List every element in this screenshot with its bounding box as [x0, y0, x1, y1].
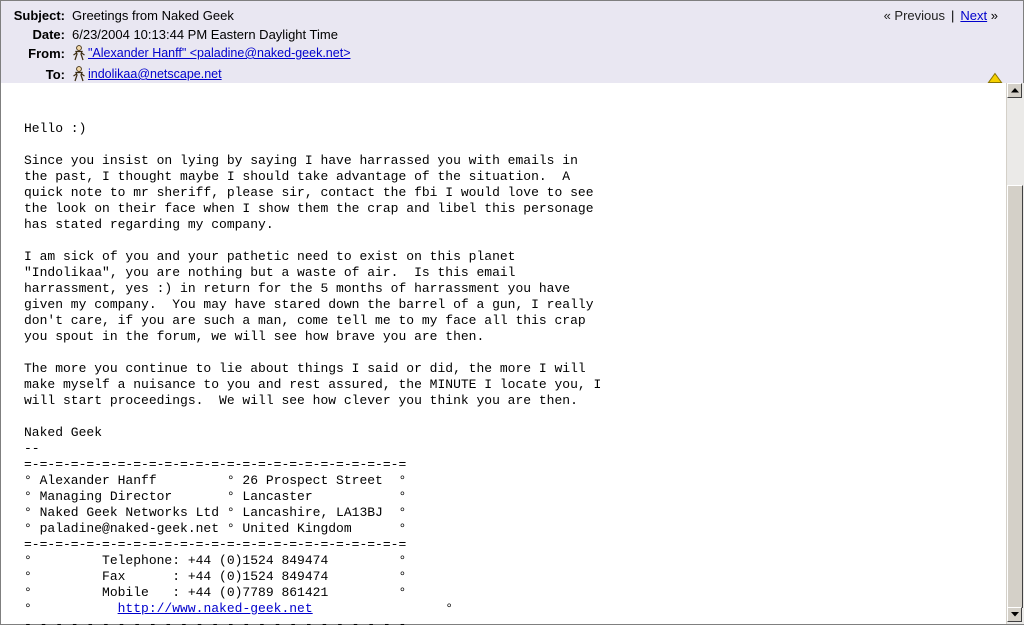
person-icon[interactable]: [72, 65, 86, 84]
from-address-link[interactable]: "Alexander Hanff" <paladine@naked-geek.net>: [88, 46, 351, 60]
next-arrow: »: [990, 8, 998, 23]
signature-separator: --: [24, 441, 40, 456]
signature-border: =-=-=-=-=-=-=-=-=-=-=-=-=-=-=-=-=-=-=-=-=-=-=-=-=: [24, 537, 407, 552]
date-value: 6/23/2004 10:13:44 PM Eastern Daylight Time: [72, 27, 338, 42]
signature-bottom-border: - - - - - - - - - - - - - - - - - - - - - - - - -: [24, 617, 407, 632]
previous-link[interactable]: « Previous: [883, 8, 946, 23]
paragraph: I am sick of you and your pathetic need to exist on this planet "Indolikaa", you are nothing but a waste of air. Is this email harrassment, yes :) in return for the 5 months of harrassment you have given my company. You may have stared down the barrel of a gun, I really don't care, if you are such a man, come tell me to my face all this crap you spout in the forum, we will see how brave you are then.: [24, 249, 594, 344]
arrow-down-icon: [1011, 612, 1019, 617]
message-body: [1, 83, 1006, 632]
from-row: [1, 44, 401, 63]
signature-contact-block: ° Alexander Hanff ° 26 Prospect Street ° ° Managing Director ° Lancaster ° ° Naked Geek Networks Ltd ° Lancashire, LA13BJ ° ° paladine@naked-geek.net ° United Kingdom °: [24, 473, 407, 536]
person-icon[interactable]: [72, 44, 86, 63]
paragraph: Since you insist on lying by saying I have harrassed you with emails in the past, I thought maybe I should take advantage of the situation. A quick note to mr sheriff, please sir, contact the fbi I would love to see the look on their face when I show them the crap and libel this personage has stated regarding my company.: [24, 153, 594, 232]
signature-phone-block: ° Telephone: +44 (0)1524 849474 ° ° Fax : +44 (0)1524 849474 ° ° Mobile : +44 (0)7789 861421 °: [24, 553, 407, 600]
signature-border: =-=-=-=-=-=-=-=-=-=-=-=-=-=-=-=-=-=-=-=-=-=-=-=-=: [24, 457, 407, 472]
from-label: From:: [28, 46, 65, 61]
greeting: Hello :): [24, 121, 87, 136]
nav-separator: |: [951, 8, 955, 23]
warning-triangle-icon[interactable]: [988, 70, 1002, 80]
to-row: [1, 65, 401, 84]
scroll-thumb[interactable]: [1007, 185, 1023, 608]
signature-url-prefix: °: [24, 601, 118, 616]
date-label: Date:: [32, 27, 65, 42]
signoff: Naked Geek: [24, 425, 103, 440]
message-navigation: [884, 8, 998, 23]
next-link[interactable]: Next: [960, 8, 988, 23]
scroll-up-button[interactable]: [1007, 83, 1022, 98]
paragraph: The more you continue to lie about things I said or did, the more I will make myself a nuisance to you and rest assured, the MINUTE I locate you, I will start proceedings. We will see how clever you think you are then.: [24, 361, 602, 408]
email-header: [1, 1, 1023, 83]
to-label: To:: [45, 67, 65, 82]
scroll-down-button[interactable]: [1007, 607, 1022, 622]
subject-label: Subject:: [13, 8, 65, 23]
arrow-up-icon: [1011, 88, 1019, 93]
signature-url-suffix: °: [312, 601, 454, 616]
website-link[interactable]: http://www.naked-geek.net: [117, 601, 313, 616]
to-address-link[interactable]: indolikaa@netscape.net: [88, 67, 222, 81]
subject-value: Greetings from Naked Geek: [72, 8, 234, 23]
message-text: [24, 121, 601, 633]
vertical-scrollbar[interactable]: [1006, 83, 1024, 624]
